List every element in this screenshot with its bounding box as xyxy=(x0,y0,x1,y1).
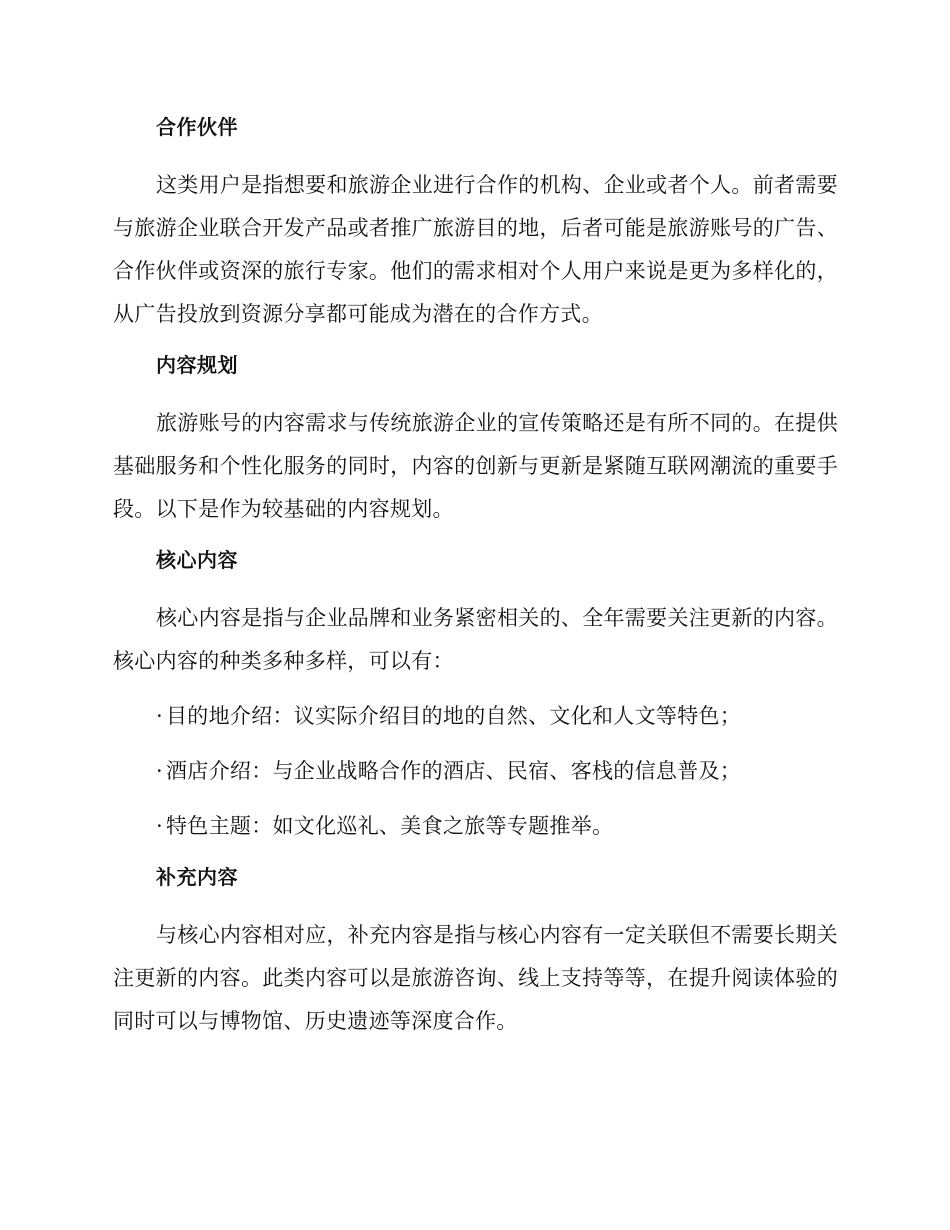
bullet-dot: · xyxy=(156,704,163,728)
section-heading-content-planning: 内容规划 xyxy=(156,353,238,377)
core-content-list xyxy=(113,695,838,848)
paragraph-content-planning: 旅游账号的内容需求与传统旅游企业的宣传策略还是有所不同的。在提供基础服务和个性化服务的同时，内容的创新与更新是紧随互联网潮流的重要手段。以下是作为较基础的内容规划。 xyxy=(113,411,838,521)
list-item-text: 酒店介绍：与企业战略合作的酒店、民宿、客栈的信息普及； xyxy=(166,759,742,783)
paragraph-core-content: 核心内容是指与企业品牌和业务紧密相关的、全年需要关注更新的内容。核心内容的种类多种多样，可以有： xyxy=(113,606,838,673)
list-item xyxy=(113,695,838,738)
list-item-text: 目的地介绍：议实际介绍目的地的自然、文化和人文等特色； xyxy=(166,704,742,728)
list-item xyxy=(113,750,838,793)
section-heading-partners: 合作伙伴 xyxy=(156,115,238,139)
paragraph-partners: 这类用户是指想要和旅游企业进行合作的机构、企业或者个人。前者需要与旅游企业联合开发产品或者推广旅游目的地，后者可能是旅游账号的广告、合作伙伴或资深的旅行专家。他们的需求相对个人用户来说是更为多样化的，从广告投放到资源分享都可能成为潜在的合作方式。 xyxy=(113,173,838,326)
list-item-text: 特色主题：如文化巡礼、美食之旅等专题推举。 xyxy=(166,814,614,838)
paragraph-supplementary-content: 与核心内容相对应，补充内容是指与核心内容有一定关联但不需要长期关注更新的内容。此类内容可以是旅游咨询、线上支持等等，在提升阅读体验的同时可以与博物馆、历史遗迹等深度合作。 xyxy=(113,923,838,1033)
document-body xyxy=(113,110,838,1055)
section-heading-core-content: 核心内容 xyxy=(156,548,238,572)
bullet-dot: · xyxy=(156,759,163,783)
bullet-dot: · xyxy=(156,814,163,838)
section-heading-supplementary-content: 补充内容 xyxy=(156,865,238,889)
list-item xyxy=(113,805,838,848)
